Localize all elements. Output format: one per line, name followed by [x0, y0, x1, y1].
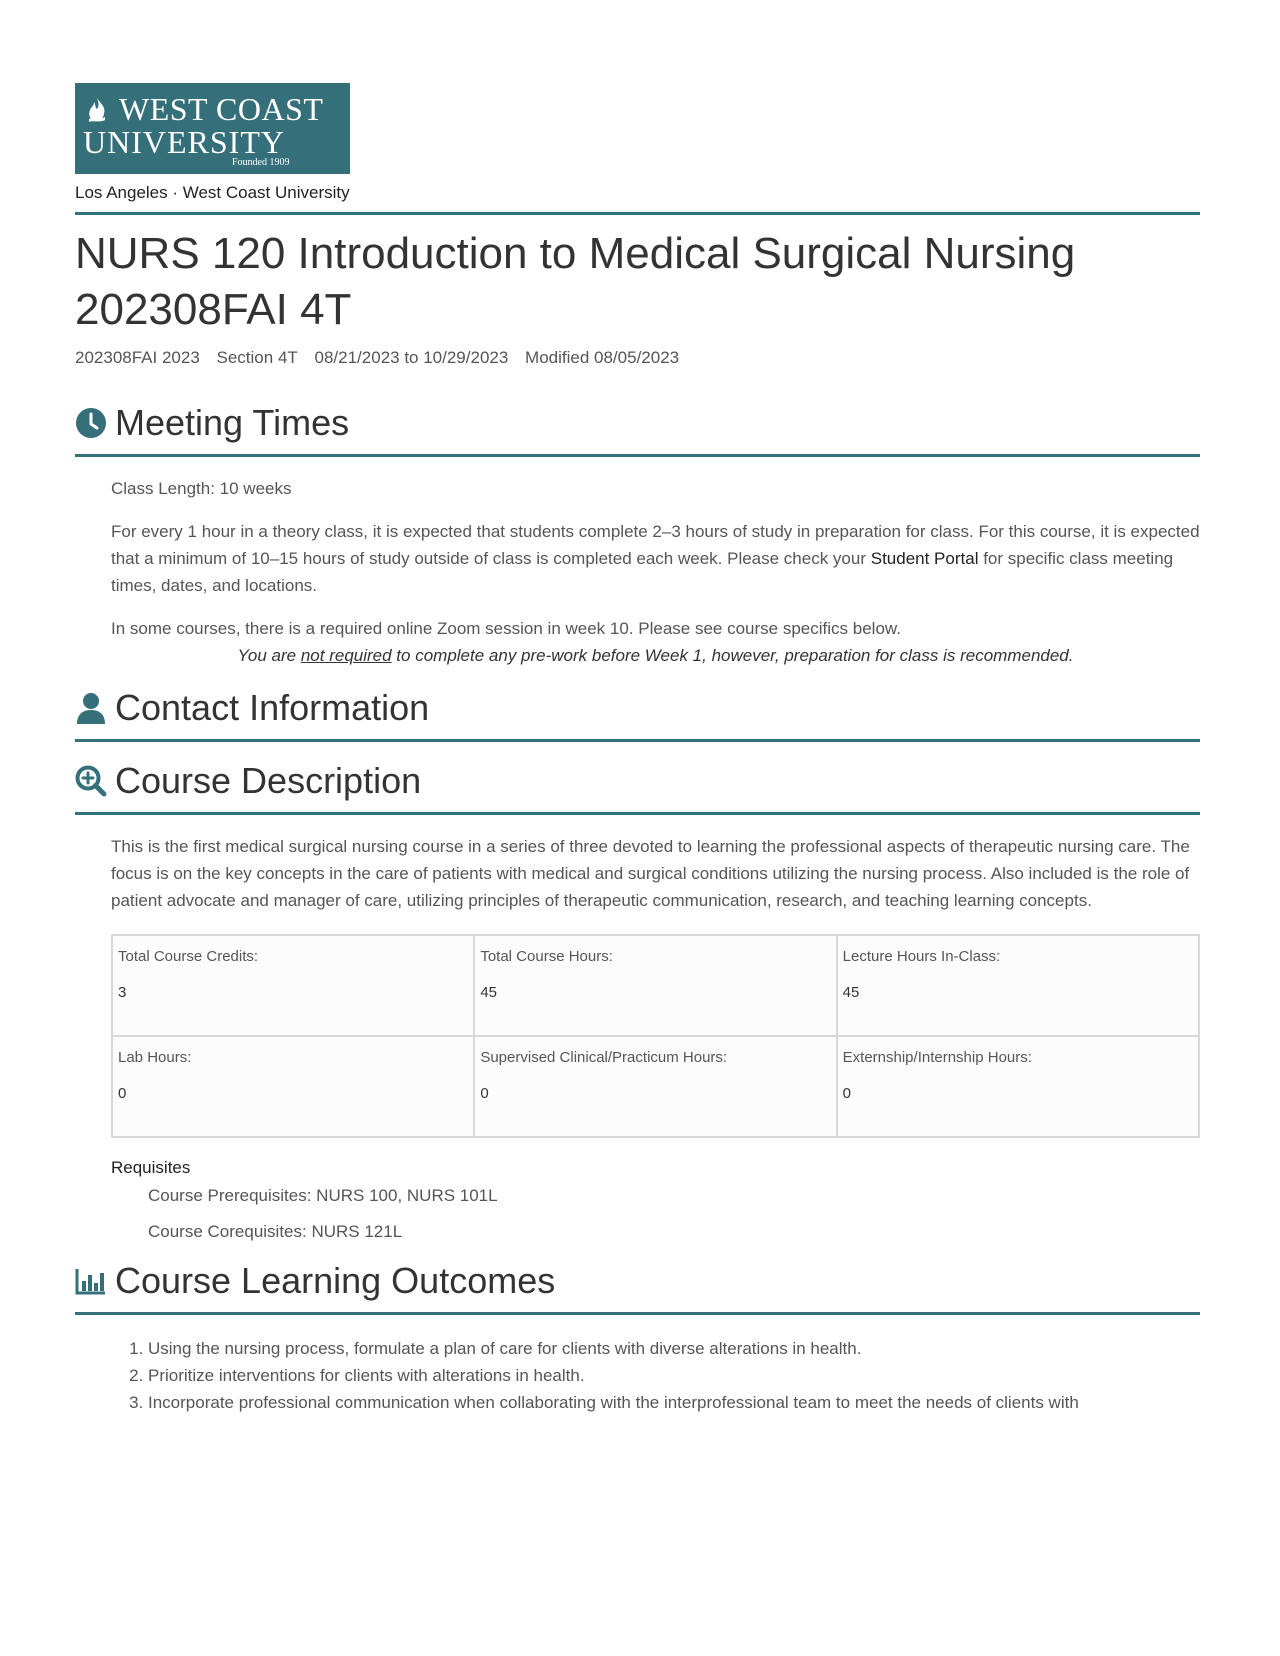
- learning-outcomes-title: Course Learning Outcomes: [115, 1260, 556, 1301]
- university-logo: [75, 83, 350, 174]
- meeting-times-heading: [75, 398, 1200, 448]
- institution-name: Los Angeles · West Coast University: [75, 183, 350, 202]
- grid-cell-value: 3: [118, 984, 127, 1001]
- course-prerequisites: Course Prerequisites: NURS 100, NURS 101L: [148, 1186, 498, 1205]
- course-term: 202308FAI 2023: [75, 348, 200, 367]
- contact-heading: [75, 683, 1200, 733]
- course-corequisites: Course Corequisites: NURS 121L: [148, 1222, 403, 1241]
- grid-cell-label: Total Course Credits:: [118, 948, 259, 965]
- grid-cell-lecture-hours: [837, 935, 1199, 1036]
- bar-chart-icon: [75, 1265, 107, 1297]
- search-plus-icon: [75, 765, 107, 797]
- user-icon: [75, 692, 107, 724]
- student-portal-link[interactable]: Student Portal: [870, 549, 979, 568]
- meeting-times-body: [75, 475, 1200, 669]
- grid-cell-value: 0: [118, 1085, 127, 1102]
- course-description-text: This is the first medical surgical nursing course in a series of three devoted to learning the professional aspects of therapeutic nursing care. The focus is on the key concepts in the care of patients with medical and surgical conditions utilizing the nursing process. Also included is the role of patient advocate and manager of care, utilizing principles of therapeutic communication, research, and teaching learning concepts.: [111, 837, 1190, 910]
- contact-divider: [75, 739, 1200, 742]
- study-expectation-text: For every 1 hour in a theory class, it is expected that students complete 2–3 hours of study in preparation for class. For this course, it is expected that a minimum of 10–15 hours of study outside of class is completed each week. Please check your: [111, 522, 1200, 568]
- course-description-heading: [75, 756, 1200, 806]
- flame-icon: [85, 97, 109, 123]
- logo-line-2: UNIVERSITY: [83, 124, 285, 160]
- contact-title: Contact Information: [115, 687, 430, 728]
- logo-founded: Founded 1909: [232, 157, 290, 168]
- zoom-session-note: In some courses, there is a required online Zoom session in week 10. Please see course specifics below.: [111, 619, 901, 638]
- course-modified: Modified 08/05/2023: [525, 348, 680, 367]
- course-hours-grid: [111, 934, 1200, 1138]
- logo-line-1: WEST COAST: [119, 91, 324, 127]
- course-dates: 08/21/2023 to 10/29/2023: [314, 348, 509, 367]
- grid-cell-label: Supervised Clinical/Practicum Hours:: [480, 1049, 728, 1066]
- class-length: Class Length: 10 weeks: [111, 479, 292, 498]
- grid-cell-externship-hours: [837, 1036, 1199, 1137]
- requisites-title: Requisites: [111, 1158, 191, 1177]
- grid-cell-total-credits: [112, 935, 474, 1036]
- grid-cell-value: 0: [480, 1085, 489, 1102]
- list-item: 1. Using the nursing process, formulate a plan of care for clients with diverse alterations in health.: [148, 1335, 1200, 1362]
- course-title: NURS 120 Introduction to Medical Surgical Nursing 202308FAI 4T: [75, 229, 1076, 334]
- grid-cell-lab-hours: [112, 1036, 474, 1137]
- grid-row: [112, 935, 1199, 1036]
- pre-work-note-start: You are: [237, 646, 301, 665]
- meeting-times-divider: [75, 454, 1200, 457]
- grid-cell-clinical-hours: [474, 1036, 836, 1137]
- grid-cell-total-hours: [474, 935, 836, 1036]
- clock-icon: [75, 407, 107, 439]
- grid-row: [112, 1036, 1199, 1137]
- syllabus-page: [75, 83, 1200, 1416]
- list-item: 2. Prioritize interventions for clients with alterations in health.: [148, 1362, 1200, 1389]
- course-section: Section 4T: [216, 348, 298, 367]
- grid-cell-label: Externship/Internship Hours:: [842, 1049, 1032, 1066]
- grid-cell-label: Lab Hours:: [118, 1049, 192, 1066]
- learning-outcomes-divider: [75, 1312, 1200, 1315]
- grid-cell-label: Total Course Hours:: [480, 948, 613, 965]
- header-divider: [75, 212, 1200, 215]
- grid-cell-label: Lecture Hours In-Class:: [842, 948, 1001, 965]
- learning-outcomes-heading: [75, 1256, 1200, 1306]
- course-description-title: Course Description: [115, 760, 422, 801]
- course-meta: [75, 348, 1200, 368]
- grid-cell-value: 45: [480, 984, 498, 1001]
- pre-work-note: [111, 642, 1200, 669]
- list-item: 3. Incorporate professional communication when collaborating with the interprofessional team to meet the needs of clients with: [148, 1389, 1200, 1416]
- learning-outcomes-list: [75, 1335, 1200, 1416]
- pre-work-note-end: to complete any pre-work before Week 1, however, preparation for class is recommended.: [391, 646, 1074, 665]
- meeting-times-title: Meeting Times: [115, 402, 350, 443]
- study-expectation-text-end: for specific class meeting times, dates, and locations.: [111, 549, 1174, 595]
- grid-cell-value: 0: [842, 1085, 851, 1102]
- pre-work-note-emphasis: not required: [300, 646, 392, 665]
- study-expectation: [111, 518, 1200, 599]
- grid-cell-value: 45: [842, 984, 860, 1001]
- course-description-body: [75, 833, 1200, 914]
- course-description-divider: [75, 812, 1200, 815]
